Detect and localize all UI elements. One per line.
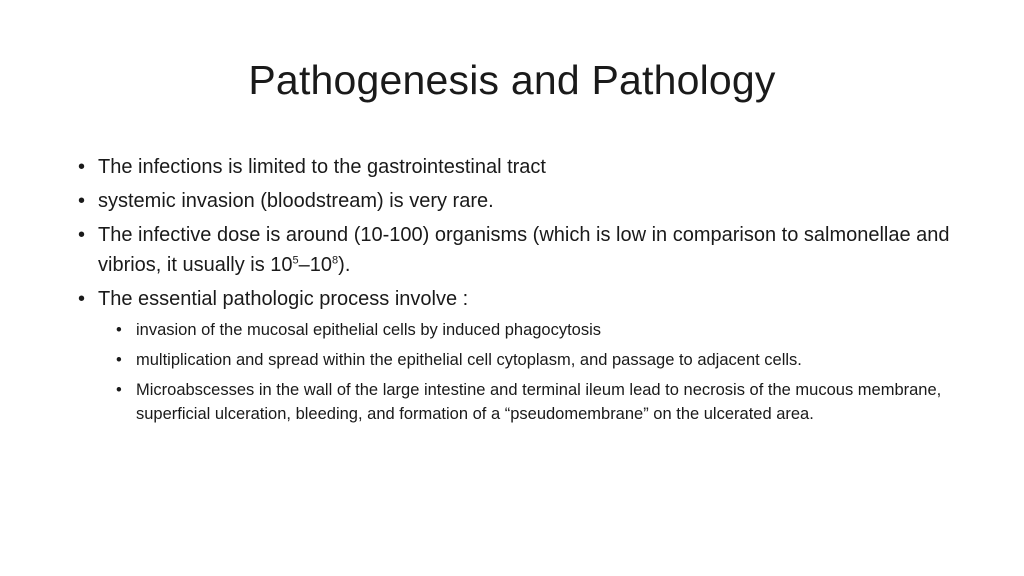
bullet-dot-icon: •: [78, 224, 86, 246]
sub-bullet-item: [114, 318, 956, 342]
bullet-dot-icon: •: [116, 321, 122, 339]
bullet-item: [76, 186, 956, 216]
bullet-dot-icon: •: [116, 381, 122, 399]
sub-bullet-item: [114, 348, 956, 372]
sub-bullet-text: multiplication and spread within the epithelial cell cytoplasm, and passage to adjacent cells.: [136, 351, 802, 369]
dose-text-before: The infective dose is around (10-100) organisms (which is low in comparison to salmonellae and vibrios, it usually is 10: [98, 224, 950, 276]
bullet-text: systemic invasion (bloodstream) is very rare.: [98, 190, 494, 212]
sub-bullet-text: Microabscesses in the wall of the large intestine and terminal ileum lead to necrosis of the mucous membrane, superficial ulceration, bleeding, and formation of a “pseudomembrane” on the ulcerated area.: [136, 381, 942, 423]
dose-text-mid: –10: [298, 254, 333, 276]
sub-bullet-item: [114, 378, 956, 426]
bullet-text: The essential pathologic process involve :: [98, 288, 469, 310]
bullet-text: [98, 224, 950, 276]
bullet-text: The infections is limited to the gastrointestinal tract: [98, 156, 546, 178]
dose-exponent-high: 8: [332, 254, 339, 267]
sub-bullet-text: invasion of the mucosal epithelial cells by induced phagocytosis: [136, 321, 602, 339]
dose-text-after: ).: [338, 254, 351, 276]
bullet-dot-icon: •: [116, 351, 122, 369]
bullet-item: [76, 220, 956, 280]
bullet-dot-icon: •: [78, 156, 86, 178]
slide-body: [76, 152, 956, 432]
slide-title: Pathogenesis and Pathology: [248, 57, 776, 103]
bullet-item: [76, 152, 956, 182]
bullet-dot-icon: •: [78, 190, 86, 212]
dose-exponent-low: 5: [292, 254, 299, 267]
bullet-item: [76, 284, 956, 314]
bullet-dot-icon: •: [78, 288, 86, 310]
